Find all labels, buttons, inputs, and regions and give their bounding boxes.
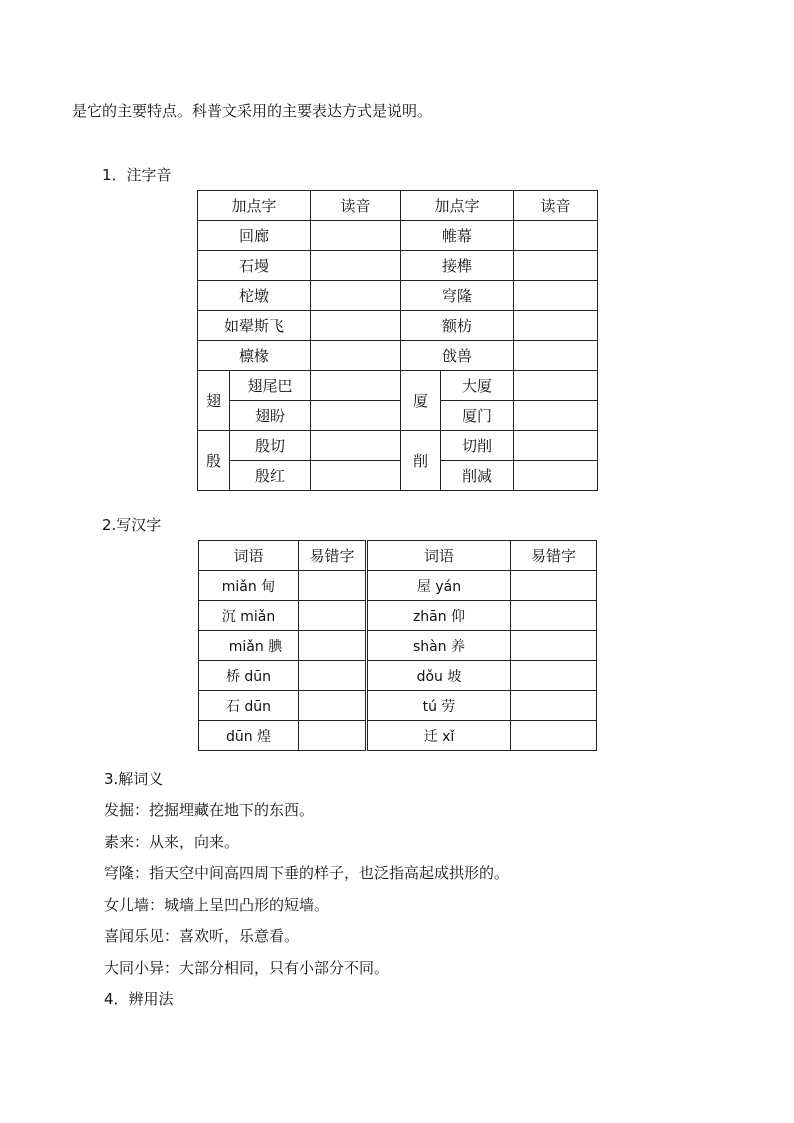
definition-line: 穹隆：指天空中间高四周下垂的样子，也泛指高起成拱形的。 (104, 864, 510, 882)
word-cell: 接榫 (401, 251, 514, 281)
answer-cell (311, 401, 401, 431)
answer-cell (511, 601, 597, 631)
answer-cell (514, 221, 598, 251)
word-cell: 回廊 (198, 221, 311, 251)
table-row (198, 371, 598, 401)
word-cell: 大厦 (441, 371, 514, 401)
table-row (198, 251, 598, 281)
word-cell: dǒu 坡 (367, 661, 511, 691)
section-1-title: 1．注字音 (102, 166, 172, 184)
answer-cell (511, 631, 597, 661)
word-cell: shàn 养 (367, 631, 511, 661)
table-row (198, 401, 598, 431)
word-cell: 额枋 (401, 311, 514, 341)
word-cell: 檩椽 (198, 341, 311, 371)
word-cell: 穹隆 (401, 281, 514, 311)
answer-cell (514, 251, 598, 281)
answer-cell (514, 401, 598, 431)
definition-line: 发掘：挖掘埋藏在地下的东西。 (104, 801, 315, 819)
word-cell: miǎn 腆 (199, 631, 299, 661)
table-row (198, 461, 598, 491)
table-row (199, 631, 597, 661)
table-row (198, 341, 598, 371)
word-cell: 沉 miǎn (199, 601, 299, 631)
header-cell: 词语 (367, 541, 511, 571)
table-row (199, 601, 597, 631)
section-3-title: 3.解词义 (104, 770, 164, 788)
definition-line: 喜闻乐见：喜欢听，乐意看。 (104, 927, 300, 945)
word-cell: dūn 煌 (199, 721, 299, 751)
word-cell: tú 劳 (367, 691, 511, 721)
table-row (199, 571, 597, 601)
answer-cell (514, 341, 598, 371)
answer-cell (299, 631, 367, 661)
word-cell: 翅盼 (230, 401, 311, 431)
word-cell: 戗兽 (401, 341, 514, 371)
answer-cell (514, 461, 598, 491)
table-row (199, 541, 597, 571)
answer-cell (299, 571, 367, 601)
table-row (198, 281, 598, 311)
word-cell: zhān 仰 (367, 601, 511, 631)
answer-cell (514, 371, 598, 401)
header-cell: 读音 (311, 191, 401, 221)
table-row (199, 691, 597, 721)
answer-cell (311, 221, 401, 251)
answer-cell (311, 431, 401, 461)
table-row (198, 431, 598, 461)
table-row (199, 661, 597, 691)
definition-line: 女儿墙：城墙上呈凹凸形的短墙。 (104, 896, 330, 914)
header-cell: 加点字 (198, 191, 311, 221)
answer-cell (311, 341, 401, 371)
answer-cell (511, 571, 597, 601)
word-cell: 石墁 (198, 251, 311, 281)
header-cell: 易错字 (511, 541, 597, 571)
answer-cell (311, 371, 401, 401)
answer-cell (511, 661, 597, 691)
word-cell: 石 dūn (199, 691, 299, 721)
answer-cell (511, 691, 597, 721)
word-cell: 厦门 (441, 401, 514, 431)
word-cell: miǎn 甸 (199, 571, 299, 601)
intro-line: 是它的主要特点。科普文采用的主要表达方式是说明。 (72, 102, 433, 120)
answer-cell (514, 281, 598, 311)
word-cell: 翅尾巴 (230, 371, 311, 401)
table-row (198, 191, 598, 221)
answer-cell (311, 281, 401, 311)
word-cell: 屋 yán (367, 571, 511, 601)
answer-cell (299, 691, 367, 721)
section-2-title: 2.写汉字 (102, 516, 162, 534)
word-cell: 殷切 (230, 431, 311, 461)
header-cell: 加点字 (401, 191, 514, 221)
word-cell: 殷红 (230, 461, 311, 491)
definition-line: 大同小异：大部分相同，只有小部分不同。 (104, 959, 390, 977)
section-4-title: 4．辨用法 (104, 990, 174, 1008)
word-cell: 帷幕 (401, 221, 514, 251)
answer-cell (311, 311, 401, 341)
writing-table (198, 540, 597, 751)
definition-line: 素来：从来，向来。 (104, 833, 240, 851)
answer-cell (311, 461, 401, 491)
answer-cell (311, 251, 401, 281)
table-row (198, 221, 598, 251)
table-row (199, 721, 597, 751)
answer-cell (299, 661, 367, 691)
word-cell: 削减 (441, 461, 514, 491)
header-cell: 读音 (514, 191, 598, 221)
polyphone-char: 削 (401, 431, 441, 491)
word-cell: 切削 (441, 431, 514, 461)
table-row (198, 311, 598, 341)
word-cell: 迁 xǐ (367, 721, 511, 751)
answer-cell (299, 721, 367, 751)
header-cell: 易错字 (299, 541, 367, 571)
polyphone-char: 厦 (401, 371, 441, 431)
answer-cell (511, 721, 597, 751)
polyphone-char: 殷 (198, 431, 230, 491)
answer-cell (514, 431, 598, 461)
header-cell: 词语 (199, 541, 299, 571)
answer-cell (514, 311, 598, 341)
pronunciation-table (197, 190, 598, 491)
word-cell: 桥 dūn (199, 661, 299, 691)
word-cell: 柁墩 (198, 281, 311, 311)
word-cell: 如翚斯飞 (198, 311, 311, 341)
polyphone-char: 翅 (198, 371, 230, 431)
answer-cell (299, 601, 367, 631)
